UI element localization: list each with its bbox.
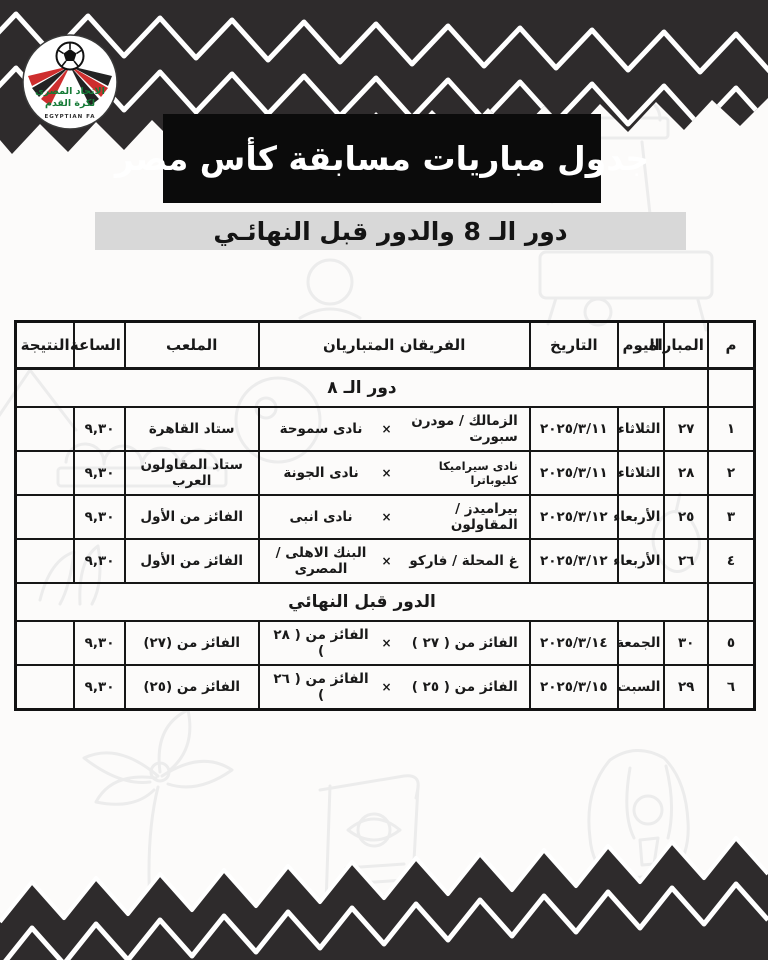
logo-english-caption: EGYPTIAN FA [44, 114, 96, 120]
cell-stadium: الفائز من الأول [125, 495, 259, 539]
cell-day: الثلاثاء [618, 407, 665, 451]
cell-date: ٢٠٢٥/٣/١٤ [530, 621, 618, 665]
vs-mark: × [381, 422, 392, 436]
match-row [16, 495, 755, 539]
cell-day: الأربعاء [618, 495, 665, 539]
team-home: نادى سيراميكا كليوباترا [438, 459, 518, 487]
football-icon [57, 43, 84, 70]
vs-mark: × [381, 510, 392, 524]
cell-match-no: ٣٠ [664, 621, 708, 665]
subtitle-text: دور الـ 8 والدور قبل النهائـي [213, 216, 568, 246]
team-away: الفائز من ( ٢٦ ) [273, 671, 369, 703]
cell-result [16, 621, 75, 665]
cell-stadium: الفائز من (٢٧) [125, 621, 259, 665]
cell-result [16, 407, 75, 451]
cell-match-no: ٢٦ [664, 539, 708, 583]
vs-mark: × [381, 680, 392, 694]
cell-teams [259, 621, 530, 665]
section-serial-cell [708, 583, 755, 621]
section-title: دور الـ ٨ [16, 369, 708, 408]
cell-day: السبت [618, 665, 665, 710]
cell-time: ٩,٣٠ [74, 621, 125, 665]
cell-match-no: ٢٩ [664, 665, 708, 710]
cell-day: الجمعة [618, 621, 665, 665]
match-row [16, 621, 755, 665]
vs-mark: × [381, 636, 392, 650]
match-row [16, 539, 755, 583]
section-title: الدور قبل النهائي [16, 583, 708, 621]
cell-stadium: ستاد المقاولون العرب [125, 451, 259, 495]
page-title: جدول مباريات مسابقة كأس مصر [114, 139, 650, 178]
cell-serial: ٣ [708, 495, 755, 539]
cell-date: ٢٠٢٥/٣/١٢ [530, 539, 618, 583]
cell-stadium: الفائز من (٢٥) [125, 665, 259, 710]
cell-stadium: الفائز من الأول [125, 539, 259, 583]
logo-arabic-line2: لكرة القدم [44, 98, 96, 109]
cell-date: ٢٠٢٥/٣/١٥ [530, 665, 618, 710]
cell-time: ٩,٣٠ [74, 407, 125, 451]
section-row-semifinal [16, 583, 755, 621]
cell-teams [259, 495, 530, 539]
cell-day: الأربعاء [618, 539, 665, 583]
team-home: الفائز من ( ٢٥ ) [411, 679, 518, 695]
cell-date: ٢٠٢٥/٣/١١ [530, 451, 618, 495]
schedule-table [14, 320, 756, 711]
cell-serial: ١ [708, 407, 755, 451]
cell-day: الثلاثاء [618, 451, 665, 495]
team-away: نادى الجونة [283, 465, 359, 481]
team-away: نادى سموحة [279, 421, 363, 437]
col-header-serial: م [708, 322, 755, 369]
match-row [16, 665, 755, 710]
section-serial-cell [708, 369, 755, 408]
col-header-match: المباراة [664, 322, 708, 369]
vs-mark: × [381, 554, 392, 568]
header-row [16, 322, 755, 369]
team-home: الزمالك / مودرن سبورت [411, 413, 518, 445]
cell-serial: ٥ [708, 621, 755, 665]
col-header-day: اليوم [618, 322, 665, 369]
cell-result [16, 539, 75, 583]
schedule-table-container [14, 320, 756, 711]
cell-time: ٩,٣٠ [74, 451, 125, 495]
cell-teams [259, 407, 530, 451]
title-banner [114, 114, 650, 203]
cell-result [16, 665, 75, 710]
cell-time: ٩,٣٠ [74, 539, 125, 583]
team-away: نادى انبى [289, 509, 353, 525]
cell-match-no: ٢٨ [664, 451, 708, 495]
cell-result [16, 495, 75, 539]
col-header-date: التاريخ [530, 322, 618, 369]
cell-match-no: ٢٥ [664, 495, 708, 539]
cell-stadium: ستاد القاهرة [125, 407, 259, 451]
cell-date: ٢٠٢٥/٣/١٢ [530, 495, 618, 539]
team-home: غ المحلة / فاركو [409, 553, 518, 569]
team-away: الفائز من ( ٢٨ ) [273, 627, 369, 659]
logo-arabic-line1: الاتحاد المصرى [35, 86, 105, 97]
match-row [16, 451, 755, 495]
bottom-zigzag-band [0, 838, 768, 960]
section-row-round-of-8 [16, 369, 755, 408]
cell-time: ٩,٣٠ [74, 495, 125, 539]
cell-teams [259, 451, 530, 495]
team-away: البنك الاهلى / المصرى [275, 545, 367, 577]
team-home: الفائز من ( ٢٧ ) [411, 635, 518, 651]
col-header-result: النتيجة [16, 322, 75, 369]
col-header-teams: الفريقان المتباريان [259, 322, 530, 369]
cell-time: ٩,٣٠ [74, 665, 125, 710]
efa-logo [20, 30, 120, 134]
col-header-time: الساعة [74, 322, 125, 369]
cell-serial: ٤ [708, 539, 755, 583]
match-row [16, 407, 755, 451]
subtitle-band [95, 212, 686, 250]
cell-result [16, 451, 75, 495]
team-home: بيراميدز / المقاولون [450, 501, 518, 533]
vs-mark: × [381, 466, 392, 480]
cell-serial: ٢ [708, 451, 755, 495]
cell-serial: ٦ [708, 665, 755, 710]
cell-match-no: ٢٧ [664, 407, 708, 451]
cell-teams [259, 665, 530, 710]
cell-date: ٢٠٢٥/٣/١١ [530, 407, 618, 451]
col-header-stadium: الملعب [125, 322, 259, 369]
cell-teams [259, 539, 530, 583]
